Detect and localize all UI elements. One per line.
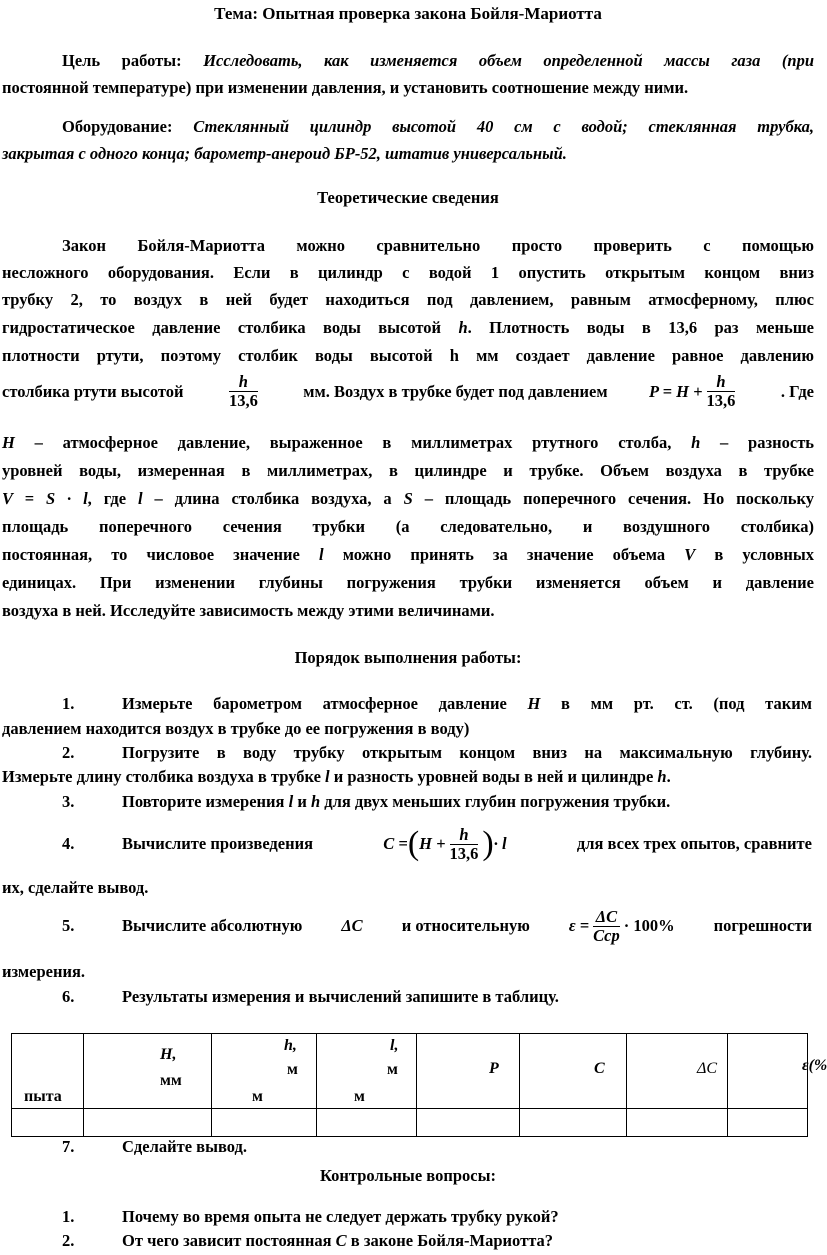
header-C: C [594,1060,605,1077]
step-1-line-1 [122,694,812,714]
var-C: C [335,1231,347,1250]
formula-pressure [649,373,739,410]
step-text: и разность уровней воды в ней и цилиндре [333,767,654,786]
formula-100-percent: · 100% [623,916,675,935]
theory-heading: Теоретические сведения [317,188,499,207]
question-1: Почему во время опыта не следует держать трубку рукой? [122,1207,559,1226]
header-cell-C [520,1034,627,1109]
theory-line-5: плотности ртути, поэтому столбик воды высотой h мм создает давление равное давлению [2,346,814,365]
theory-line-6 [2,373,814,410]
formula-C [383,826,506,863]
table-cell[interactable] [84,1109,212,1137]
step-text: и относительную [401,916,530,935]
header-l-unit-2: м [354,1088,365,1105]
goal-text-1: Исследовать, как изменяется объем определенной массы газа (при [203,51,815,70]
goal-line-1 [2,51,814,71]
frac-denominator: Cср [593,925,620,945]
step-text: . [666,767,671,786]
step-2-line-2 [2,767,671,787]
equipment-text-1: Стеклянный цилиндр высотой 40 см с водой; стеклянная трубка, [193,117,815,136]
theory-text: мм. Воздух в трубке будет под давлением [303,381,608,401]
header-eps: ε(% [802,1057,827,1074]
theory-text: . Где [780,381,814,401]
theory-text: постоянная, то числовое значение [2,545,300,564]
step-3-line [122,792,670,812]
table-cell[interactable] [212,1109,317,1137]
frac-numerator: h [229,373,258,392]
theory-text: , где [87,489,127,508]
step-text: в мм рт. ст. (под таким [561,694,812,713]
fraction-dC-over-Ccp [593,908,620,945]
header-l: l, [390,1037,399,1054]
var-l: l [318,545,324,564]
header-l-unit-1: м [387,1061,398,1078]
step-5-line [122,898,812,954]
theory-line-4 [2,318,814,338]
theory-line-10: площадь поперечного сечения трубки (а следовательно, и воздушного столбика) [2,517,814,536]
left-paren: ( [407,825,420,862]
frac-numerator: ΔC [593,908,620,927]
table-cell[interactable] [520,1109,627,1137]
fraction-h-over-13-6-2 [707,373,736,410]
frac-denominator: 13,6 [449,843,479,863]
step-text: Измерьте длину столбика воздуха в трубке [2,767,321,786]
question-2-number: 2. [62,1231,75,1250]
theory-text: уровней воды, измеренная в миллиметрах, в цилиндре и трубке. [2,461,584,480]
theory-text: в условных [714,545,815,564]
theory-text: можно принять за значение объема [342,545,666,564]
header-H-unit: мм [160,1072,182,1089]
header-cell-l [317,1034,417,1109]
formula-H-plus: H + [419,834,446,853]
theory-text: Объем воздуха в трубке [600,461,815,480]
frac-denominator: 13,6 [706,391,736,410]
page-title: Тема: Опытная проверка закона Бойля-Мариотта [214,4,602,23]
var-H: H [527,694,541,713]
step-7-line: Сделайте вывод. [122,1137,247,1156]
theory-text: – разность [720,433,815,452]
theory-text: – длина столбика воздуха, а [154,489,392,508]
question-2 [122,1231,553,1251]
theory-line-7 [2,433,814,453]
formula-p-lhs: P = H + [649,381,703,401]
header-delta-C: ΔC [697,1060,718,1077]
procedure-heading: Порядок выполнения работы: [294,648,522,667]
var-h: h [691,433,701,452]
table-cell[interactable] [627,1109,728,1137]
var-H: H [2,433,15,452]
step-7-number: 7. [62,1137,75,1156]
formula-delta-C: ΔC [341,916,363,935]
theory-line-1: Закон Бойля-Мариотта можно сравнительно просто проверить с помощью [62,236,814,255]
theory-line-3: трубку 2, то воздух в ней будет находиться под давлением, равным атмосферному, плюс [2,290,814,309]
var-h: h [310,792,321,811]
theory-line-11 [2,545,814,565]
theory-text: столбика ртути высотой [2,381,184,401]
control-questions-heading: Контрольные вопросы: [320,1166,496,1185]
results-table [11,1033,827,1137]
header-cell-dC [627,1034,728,1109]
header-cell-opyta [12,1034,84,1109]
header-h-unit-1: м [287,1061,298,1078]
header-cell-h [212,1034,317,1109]
theory-text: гидростатическое давление столбика воды высотой [2,318,442,337]
header-H: H, [160,1046,177,1063]
table-cell[interactable] [417,1109,520,1137]
theory-line-9 [2,489,814,509]
goal-line-2: постоянной температуре) при изменении давления, и установить соотношение между ними. [2,78,689,97]
fraction-h-over-13-6 [229,373,258,410]
fraction-h-over-13-6-3 [450,826,479,863]
step-text: для всех трех опытов, сравните [576,834,812,853]
theory-text: . Плотность воды в 13,6 раз меньше [467,318,814,337]
step-4-line [122,816,812,872]
table-cell[interactable] [728,1109,808,1137]
var-h: h [458,318,468,337]
step-text: Повторите измерения [122,792,285,811]
step-4-line-2: их, сделайте вывод. [2,878,149,897]
var-l: l [325,767,330,786]
step-5-line-2: измерения. [2,962,86,981]
step-text: Вычислите произведения [122,834,314,853]
step-text: для двух меньших глубин погружения трубки. [324,792,671,811]
formula-C-lhs: C = [383,834,408,853]
header-cell-eps [728,1034,827,1109]
step-2-number: 2. [62,743,75,762]
header-opyta: пыта [24,1088,62,1105]
theory-line-2: несложного оборудования. Если в цилиндр с водой 1 опустить открытым концом вниз [2,263,814,282]
table-header-row [12,1034,808,1109]
header-cell-H [84,1034,212,1109]
theory-line-13: воздуха в ней. Исследуйте зависимость между этими величинами. [2,601,495,620]
theory-text: – атмосферное давление, выраженное в миллиметрах ртутного столба, [34,433,672,452]
var-h: h [657,767,667,786]
step-4-number: 4. [62,834,75,853]
question-1-number: 1. [62,1207,75,1226]
question-text: От чего зависит постоянная [122,1231,332,1250]
step-1-line-2: давлением находится воздух в трубке до ее погружения в воду) [2,719,470,738]
frac-denominator: 13,6 [228,391,258,410]
table-row [12,1109,808,1137]
step-6-line: Результаты измерения и вычислений запишите в таблицу. [122,987,559,1006]
equipment-line-1 [2,117,814,137]
step-5-number: 5. [62,916,75,935]
var-l: l [137,489,143,508]
formula-epsilon [569,908,675,945]
theory-line-8 [2,461,814,481]
frac-numerator: h [450,826,479,845]
formula-eps-lhs: ε = [568,916,590,935]
step-text: погрешности [713,916,812,935]
step-text: Вычислите абсолютную [122,916,303,935]
equipment-label: Оборудование: [62,117,173,136]
step-text: и [297,792,307,811]
step-2-line-1: Погрузите в воду трубку открытым концом вниз на максимальную глубину. [122,743,812,762]
equipment-line-2: закрытая с одного конца; барометр-анероид БР-52, штатив универсальный. [2,144,567,163]
header-h: h, [284,1037,297,1054]
step-text: Измерьте барометром атмосферное давление [122,694,507,713]
var-S: S [403,489,413,508]
var-V: V [684,545,696,564]
header-h-unit-2: м [252,1088,263,1105]
table-cell[interactable] [317,1109,417,1137]
question-text: в законе Бойля-Мариотта? [350,1231,554,1250]
header-P: P [489,1060,499,1077]
frac-numerator: h [707,373,736,392]
step-1-number: 1. [62,694,75,713]
step-6-number: 6. [62,987,75,1006]
goal-label: Цель работы: [62,51,182,70]
step-3-number: 3. [62,792,75,811]
theory-line-12: единицах. При изменении глубины погружения трубки изменяется объем и давление [2,573,814,592]
theory-text: – площадь поперечного сечения. Но поскольку [424,489,815,508]
var-l: l [288,792,294,811]
header-cell-P [417,1034,520,1109]
formula-times-l: · l [493,834,507,853]
right-paren: ) [482,825,494,862]
table-cell[interactable] [12,1109,84,1137]
formula-volume: V = S · l [2,489,88,508]
